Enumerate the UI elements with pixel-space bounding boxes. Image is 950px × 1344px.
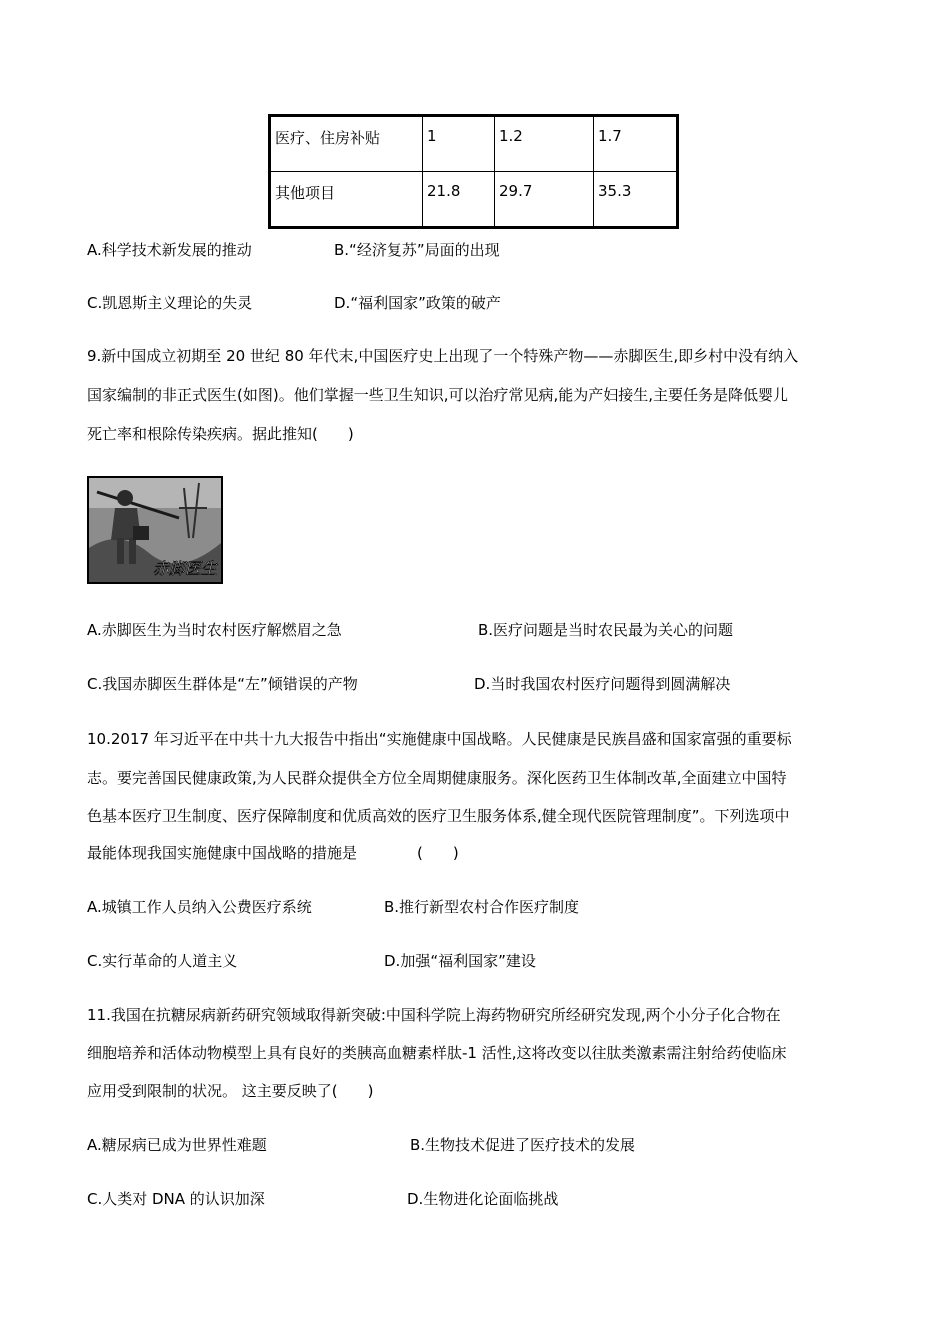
barefoot-doctor-photo bbox=[87, 476, 223, 584]
q10-stem-line: 色基本医疗卫生制度、医疗保障制度和优质高效的医疗卫生服务体系,健全现代医院管理制度”。下列选项中 bbox=[87, 807, 790, 825]
q11-option-d: D.生物进化论面临挑战 bbox=[407, 1190, 559, 1208]
q10-stem-line: 最能体现我国实施健康中国战略的措施是 ( ) bbox=[87, 844, 459, 862]
table-cell: 1.7 bbox=[594, 116, 678, 172]
q10-stem-line: 10.2017 年习近平在中共十九大报告中指出“实施健康中国战略。人民健康是民族昌盛和国家富强的重要标 bbox=[87, 730, 792, 748]
table-cell: 1 bbox=[423, 116, 495, 172]
q8-option-b: B.“经济复苏”局面的出现 bbox=[334, 241, 500, 259]
q9-option-b: B.医疗问题是当时农民最为关心的问题 bbox=[478, 621, 734, 639]
table-row bbox=[270, 172, 678, 228]
table-cell: 其他项目 bbox=[270, 172, 423, 228]
q10-option-c: C.实行革命的人道主义 bbox=[87, 952, 238, 970]
q11-option-b: B.生物技术促进了医疗技术的发展 bbox=[410, 1136, 636, 1154]
q11-stem-line: 应用受到限制的状况。 这主要反映了( ) bbox=[87, 1082, 374, 1100]
q11-stem-line: 细胞培养和活体动物模型上具有良好的类胰高血糖素样肽-1 活性,这将改变以往肽类激素需注射给药使临床 bbox=[87, 1044, 787, 1062]
table-cell: 1.2 bbox=[495, 116, 594, 172]
q8-option-d: D.“福利国家”政策的破产 bbox=[334, 294, 501, 312]
q9-stem-line: 9.新中国成立初期至 20 世纪 80 年代末,中国医疗史上出现了一个特殊产物——赤脚医生,即乡村中没有纳入 bbox=[87, 347, 799, 365]
q11-option-c: C.人类对 DNA 的认识加深 bbox=[87, 1190, 265, 1208]
q10-option-d: D.加强“福利国家”建设 bbox=[384, 952, 536, 970]
q10-option-b: B.推行新型农村合作医疗制度 bbox=[384, 898, 580, 916]
q9-option-d: D.当时我国农村医疗问题得到圆满解决 bbox=[474, 675, 731, 693]
data-table bbox=[268, 114, 679, 229]
q10-option-a: A.城镇工作人员纳入公费医疗系统 bbox=[87, 898, 312, 916]
q11-option-a: A.糖尿病已成为世界性难题 bbox=[87, 1136, 267, 1154]
table-cell: 医疗、住房补贴 bbox=[270, 116, 423, 172]
q10-stem-line: 志。要完善国民健康政策,为人民群众提供全方位全周期健康服务。深化医药卫生体制改革,全面建立中国特 bbox=[87, 769, 787, 787]
q8-option-a: A.科学技术新发展的推动 bbox=[87, 241, 252, 259]
q9-stem-line: 国家编制的非正式医生(如图)。他们掌握一些卫生知识,可以治疗常见病,能为产妇接生,主要任务是降低婴儿 bbox=[87, 386, 789, 404]
barefoot-doctor-illustration bbox=[89, 478, 221, 582]
q11-stem-line: 11.我国在抗糖尿病新药研究领域取得新突破:中国科学院上海药物研究所经研究发现,两个小分子化合物在 bbox=[87, 1006, 781, 1024]
photo-caption: 赤脚医生 bbox=[153, 559, 218, 578]
q8-option-c: C.凯恩斯主义理论的失灵 bbox=[87, 294, 253, 312]
q9-option-c: C.我国赤脚医生群体是“左”倾错误的产物 bbox=[87, 675, 358, 693]
table-cell: 35.3 bbox=[594, 172, 678, 228]
q9-option-a: A.赤脚医生为当时农村医疗解燃眉之急 bbox=[87, 621, 342, 639]
q9-stem-line: 死亡率和根除传染疾病。据此推知( ) bbox=[87, 425, 354, 443]
table-row bbox=[270, 116, 678, 172]
table-cell: 29.7 bbox=[495, 172, 594, 228]
table-cell: 21.8 bbox=[423, 172, 495, 228]
